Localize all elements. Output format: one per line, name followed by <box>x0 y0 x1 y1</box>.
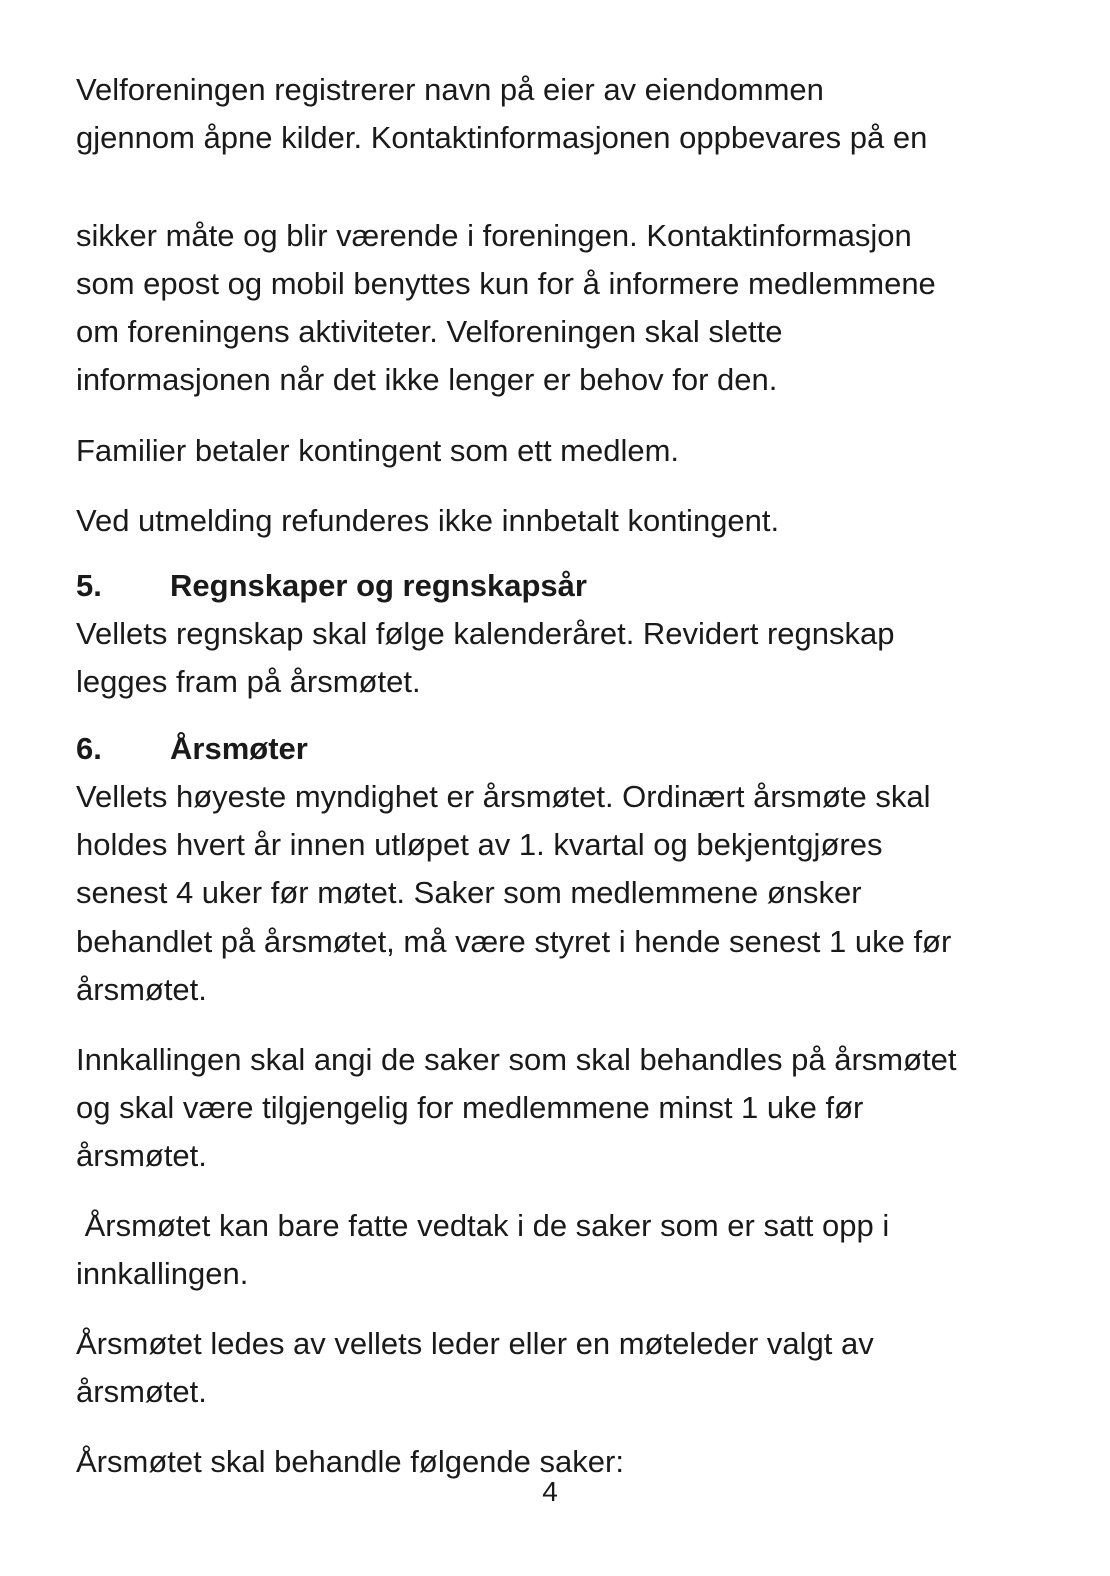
paragraph-line: Ved utmelding refunderes ikke innbetalt kontingent. <box>76 503 780 538</box>
section-number: 5. <box>76 568 102 603</box>
page-number: 4 <box>542 1476 558 1507</box>
paragraph-line: som epost og mobil benyttes kun for å informere medlemmene <box>76 266 936 301</box>
paragraph-line: Vellets høyeste myndighet er årsmøtet. Ordinært årsmøte skal <box>76 779 931 814</box>
paragraph-line: Velforeningen registrerer navn på eier av eiendommen <box>76 72 824 107</box>
paragraph-line: Vellets regnskap skal følge kalenderåret. Revidert regnskap <box>76 616 895 651</box>
paragraph-line: informasjonen når det ikke lenger er behov for den. <box>76 362 778 397</box>
paragraph-line: om foreningens aktiviteter. Velforeningen skal slette <box>76 314 783 349</box>
paragraph-line: årsmøtet. <box>76 1138 207 1173</box>
paragraph-line: Årsmøtet kan bare fatte vedtak i de saker som er satt opp i <box>76 1208 890 1243</box>
paragraph-line: årsmøtet. <box>76 1374 207 1409</box>
paragraph-line: årsmøtet. <box>76 972 207 1007</box>
paragraph-line: Årsmøtet skal behandle følgende saker: <box>76 1444 624 1479</box>
section-heading <box>76 566 587 606</box>
section-title: Årsmøter <box>170 731 308 766</box>
paragraph-line: senest 4 uker før møtet. Saker som medlemmene ønsker <box>76 875 862 910</box>
section-heading <box>76 729 308 769</box>
paragraph-line: gjennom åpne kilder. Kontaktinformasjonen oppbevares på en <box>76 120 928 155</box>
paragraph-line: sikker måte og blir værende i foreningen. Kontaktinformasjon <box>76 218 912 253</box>
paragraph-line: holdes hvert år innen utløpet av 1. kvartal og bekjentgjøres <box>76 827 883 862</box>
paragraph-line: Innkallingen skal angi de saker som skal behandles på årsmøtet <box>76 1042 957 1077</box>
paragraph-line: Årsmøtet ledes av vellets leder eller en møteleder valgt av <box>76 1326 874 1361</box>
paragraph-line: behandlet på årsmøtet, må være styret i hende senest 1 uke før <box>76 924 952 959</box>
paragraph-line: innkallingen. <box>76 1256 249 1291</box>
section-number: 6. <box>76 731 102 766</box>
paragraph-line: Familier betaler kontingent som ett medlem. <box>76 433 680 468</box>
paragraph-line: legges fram på årsmøtet. <box>76 664 421 699</box>
paragraph-line: og skal være tilgjengelig for medlemmene minst 1 uke før <box>76 1090 864 1125</box>
section-title: Regnskaper og regnskapsår <box>170 568 587 603</box>
